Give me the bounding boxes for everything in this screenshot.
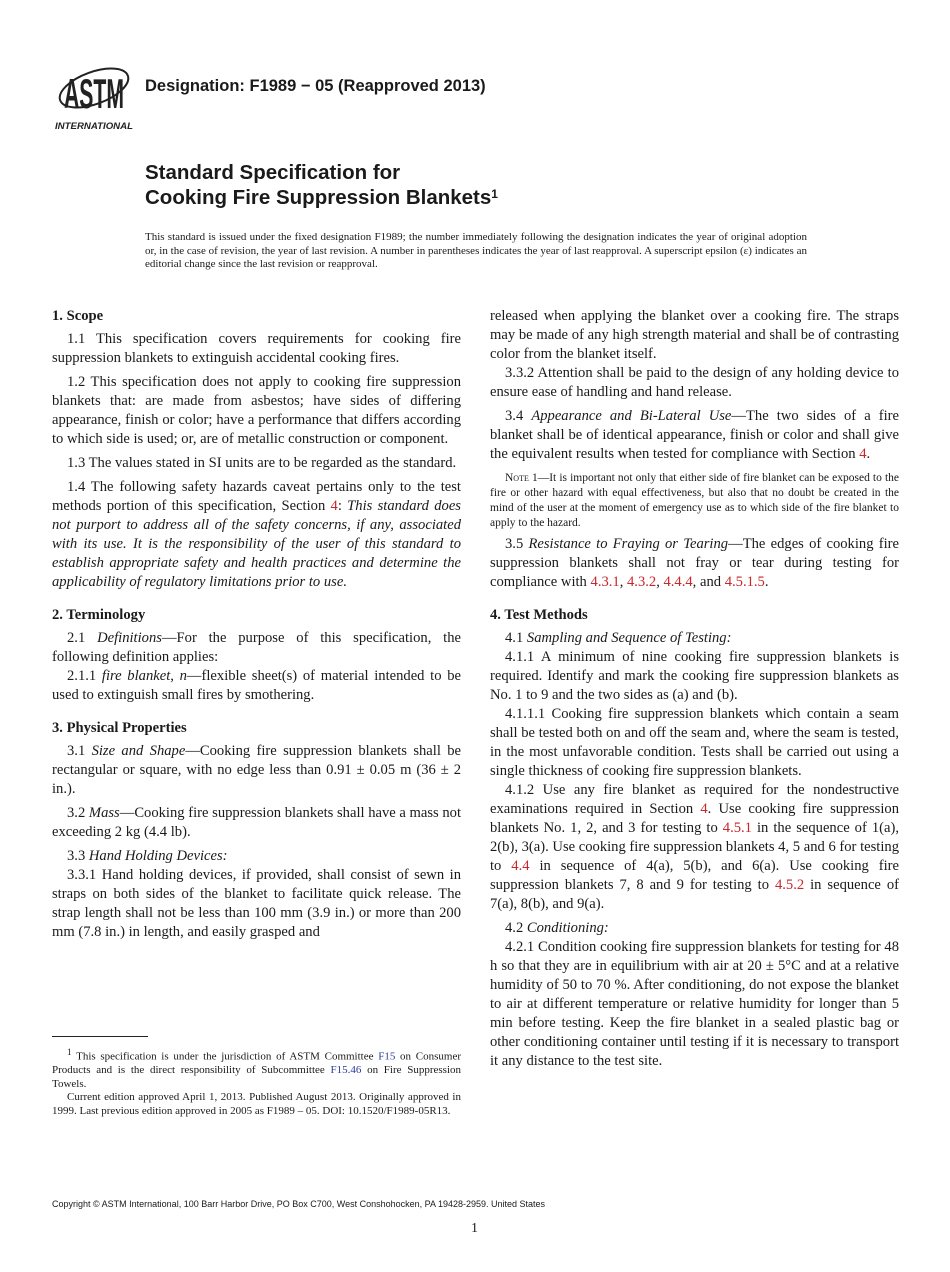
text-run: 4.1.1 A minimum of nine cooking fire suppression blankets is required. Identify and mark the cooking fire suppression blankets as No. 1 to 9 and the two sides as (a) and (b). xyxy=(490,649,899,703)
section-link[interactable]: 4 xyxy=(330,498,338,514)
italic-text: Mass xyxy=(88,805,120,821)
paragraph xyxy=(52,742,461,799)
text-run: . xyxy=(866,446,871,462)
paragraph xyxy=(490,307,899,364)
text-run: —Cooking fire suppression blankets shall have a mass not exceeding 2 kg (4.4 lb). xyxy=(52,805,462,840)
text-run: 3.3.2 Attention shall be paid to the design of any holding device to ensure ease of handling and hand release. xyxy=(490,365,899,400)
right-column xyxy=(490,307,899,1071)
footnote-ref[interactable]: 1 xyxy=(491,187,498,201)
italic-text: fire blanket, n xyxy=(101,668,187,684)
text-run: 1.4 The following safety hazards caveat pertains only to the test methods portion of this specification, Section xyxy=(52,479,461,514)
paragraph xyxy=(490,705,899,781)
svg-text:ASTM: ASTM xyxy=(64,70,124,117)
text-run: 2.1 xyxy=(67,630,98,646)
section-link[interactable]: F15 xyxy=(378,1050,396,1063)
text-run: —flexible sheet(s) of material intended to be used to extinguish small fires by smothering. xyxy=(52,668,461,703)
section-heading xyxy=(52,307,461,326)
italic-text: This standard does not purport to address all of the safety concerns, if any, associated with its use. It is the responsibility of the user of this standard to establish appropriate safety and health practices and determine the applicability of regulatory limitations prior to use. xyxy=(52,498,461,590)
paragraph xyxy=(490,629,899,648)
text-run: in sequence of 7(a), 8(b), and 9(a). xyxy=(490,877,900,912)
text-run: in sequence of 4(a), 5(b), and 6(a). Use cooking fire suppression blankets 7, 8 and 9 for testing to xyxy=(490,858,899,893)
italic-text: Appearance and Bi-Lateral Use xyxy=(531,408,732,424)
paragraph xyxy=(52,804,461,842)
intro-paragraph: This standard is issued under the fixed designation F1989; the number immediately following the designation indicates the year of original adoption or, in the case of revision, the year of last revision. A number in parentheses indicates the year of last reapproval. A superscript epsilon (ε) indicates an editorial change since the last revision or reapproval. xyxy=(145,231,807,271)
title-text: Cooking Fire Suppression Blankets xyxy=(145,186,492,209)
text-run: 1.2 This specification does not apply to cooking fire suppression blankets that: are made from asbestos; have sides of differing appearance, finish or color; have a performance that differs according to which side is used; or, are of metallic construction or component. xyxy=(52,374,461,447)
section-link[interactable]: 4.5.2 xyxy=(774,877,805,893)
paragraph xyxy=(52,629,461,667)
text-run: 2. Terminology xyxy=(52,607,146,623)
text-run: 1. Scope xyxy=(52,308,104,324)
title-line-1: Standard Specification for xyxy=(145,161,401,184)
note xyxy=(490,471,899,531)
paragraph xyxy=(52,454,461,473)
italic-text: Definitions xyxy=(97,630,162,646)
text-run: 3.3 xyxy=(67,848,89,864)
section-link[interactable]: 4.5.1 xyxy=(722,820,752,836)
paragraph xyxy=(52,330,461,368)
designation: Designation: F1989 − 05 (Reapproved 2013) xyxy=(145,77,486,95)
paragraph xyxy=(490,938,899,1071)
paragraph xyxy=(52,667,461,705)
footnote-number: 1 xyxy=(67,1047,72,1057)
paragraph xyxy=(490,648,899,705)
text-run: This specification is under the jurisdiction of ASTM Committee xyxy=(71,1050,379,1063)
italic-text: Hand Holding Devices: xyxy=(88,848,228,864)
left-column xyxy=(52,307,461,942)
text-run: on Fire Suppression Towels. xyxy=(52,1064,462,1090)
text-run: —Cooking fire suppression blankets shall be rectangular or square, with no edge less than 0.91 ± 0.05 m (36 ± 2 in.). xyxy=(52,743,461,797)
text-run: 1.3 The values stated in SI units are to be regarded as the standard. xyxy=(67,455,457,471)
text-run: , and xyxy=(692,574,725,590)
text-run: , xyxy=(619,574,627,590)
text-run: Current edition approved April 1, 2013. Published August 2013. Originally approved in 1999. Last previous edition approved in 2005 as F1989 – 05. DOI: 10.1520/F1989-05R13. xyxy=(52,1091,461,1118)
paragraph xyxy=(490,407,899,464)
document-title xyxy=(145,160,498,210)
text-run: in the sequence of 1(a), 2(b), 3(a). Use cooking fire suppression blankets 4, 5 and 6 for testing to xyxy=(490,820,899,874)
astm-logo xyxy=(54,56,134,132)
paragraph xyxy=(52,866,461,942)
italic-text: Conditioning: xyxy=(526,920,609,936)
section-heading xyxy=(52,719,461,738)
section-link[interactable]: 4 xyxy=(700,801,708,817)
text-run: 3.1 xyxy=(67,743,92,759)
text-run: , xyxy=(656,574,664,590)
paragraph xyxy=(490,364,899,402)
section-heading xyxy=(490,606,899,625)
text-run: 4.2.1 Condition cooking fire suppression blankets for testing for 48 h so that they are in equilibrium with air at 20 ± 5°C and at a relative humidity of 50 to 70 %. After conditioning, do not expose the blanket to air at different temperature or relative humidity for longer than 5 min before testing. Keep the fire blanket in a sealed plastic bag or other conditioning container until testing if it is necessary to transport it any distance to the test site. xyxy=(490,939,899,1069)
text-run: —It is important not only that either side of fire blanket can be exposed to the fire or other hazard with equal effectiveness, but also that no doubt be created in the mind of the user at the moment of emergency use as to which side of the fire blanket to apply to the hazard. xyxy=(490,472,899,529)
paragraph xyxy=(490,781,899,914)
text-run: —The edges of cooking fire suppression blankets shall not fray or tear during testing for compliance with xyxy=(490,536,899,590)
footnotes xyxy=(52,1046,461,1119)
paragraph xyxy=(490,919,899,938)
paragraph xyxy=(52,847,461,866)
svg-text:INTERNATIONAL: INTERNATIONAL xyxy=(55,121,134,132)
note-label: Note 1 xyxy=(505,472,538,484)
text-run: 3.5 xyxy=(505,536,529,552)
section-link[interactable]: 4 xyxy=(859,446,867,462)
text-run: 3.4 xyxy=(505,408,532,424)
copyright: Copyright © ASTM International, 100 Barr Harbor Drive, PO Box C700, West Conshohocken, PA 19428-2959. United States xyxy=(52,1199,546,1209)
text-run: . xyxy=(764,574,769,590)
text-run: released when applying the blanket over a cooking fire. The straps may be made of any high strength material and shall be of contrasting color from the blanket itself. xyxy=(490,308,899,362)
text-run: 4.1 xyxy=(505,630,527,646)
text-run: 3.2 xyxy=(67,805,89,821)
text-run: 4. Test Methods xyxy=(490,607,588,623)
italic-text: Resistance to Fraying or Tearing xyxy=(528,536,729,552)
section-link[interactable]: 4.4.4 xyxy=(663,574,693,590)
section-link[interactable]: 4.3.1 xyxy=(590,574,620,590)
section-heading xyxy=(52,606,461,625)
footnote xyxy=(52,1091,461,1118)
text-run: on Consumer Products and is the direct responsibility of Subcommittee xyxy=(52,1050,461,1077)
text-run: : xyxy=(337,498,348,514)
text-run: 4.1.2 Use any fire blanket as required for the nondestructive examinations required in Section xyxy=(490,782,899,817)
text-run: —For the purpose of this specification, the following definition applies: xyxy=(52,630,461,665)
page-number: 1 xyxy=(471,1221,478,1236)
text-run: 1.1 This specification covers requirements for cooking fire suppression blankets to extinguish accidental cooking fires. xyxy=(52,331,461,366)
italic-text: Size and Shape xyxy=(91,743,186,759)
section-link[interactable]: 4.5.1.5 xyxy=(724,574,765,590)
text-run: 2.1.1 xyxy=(67,668,102,684)
text-run: 3. Physical Properties xyxy=(52,720,187,736)
text-run: . Use cooking fire suppression blankets No. 1, 2, and 3 for testing to xyxy=(490,801,900,836)
paragraph xyxy=(490,535,899,592)
section-link[interactable]: F15.46 xyxy=(330,1064,362,1077)
section-link[interactable]: 4.4 xyxy=(511,858,530,874)
section-link[interactable]: 4.3.2 xyxy=(627,574,657,590)
paragraph xyxy=(52,478,461,592)
footnote-divider xyxy=(52,1036,148,1037)
paragraph xyxy=(52,373,461,449)
text-run: 3.3.1 Hand holding devices, if provided, shall consist of sewn in straps on both sides of the blanket to facilitate quick release. The strap length shall not be less than 100 mm (3.9 in.) or more than 200 mm (7.8 in.) in length, and easily grasped and xyxy=(52,867,461,940)
footnote xyxy=(52,1046,461,1091)
text-run: 4.1.1.1 Cooking fire suppression blankets which contain a seam shall be tested both on and off the seam and, where the seam is tested, in the most unfavorable condition. Tests shall be carried out using a single thickness of cooking fire suppression blankets. xyxy=(490,706,899,779)
text-run: 4.2 xyxy=(505,920,527,936)
text-run: —The two sides of a fire blanket shall be of identical appearance, finish or color and shall give the equivalent results when tested for compliance with Section xyxy=(490,408,899,462)
title-line-2 xyxy=(145,185,498,210)
italic-text: Sampling and Sequence of Testing: xyxy=(526,630,732,646)
